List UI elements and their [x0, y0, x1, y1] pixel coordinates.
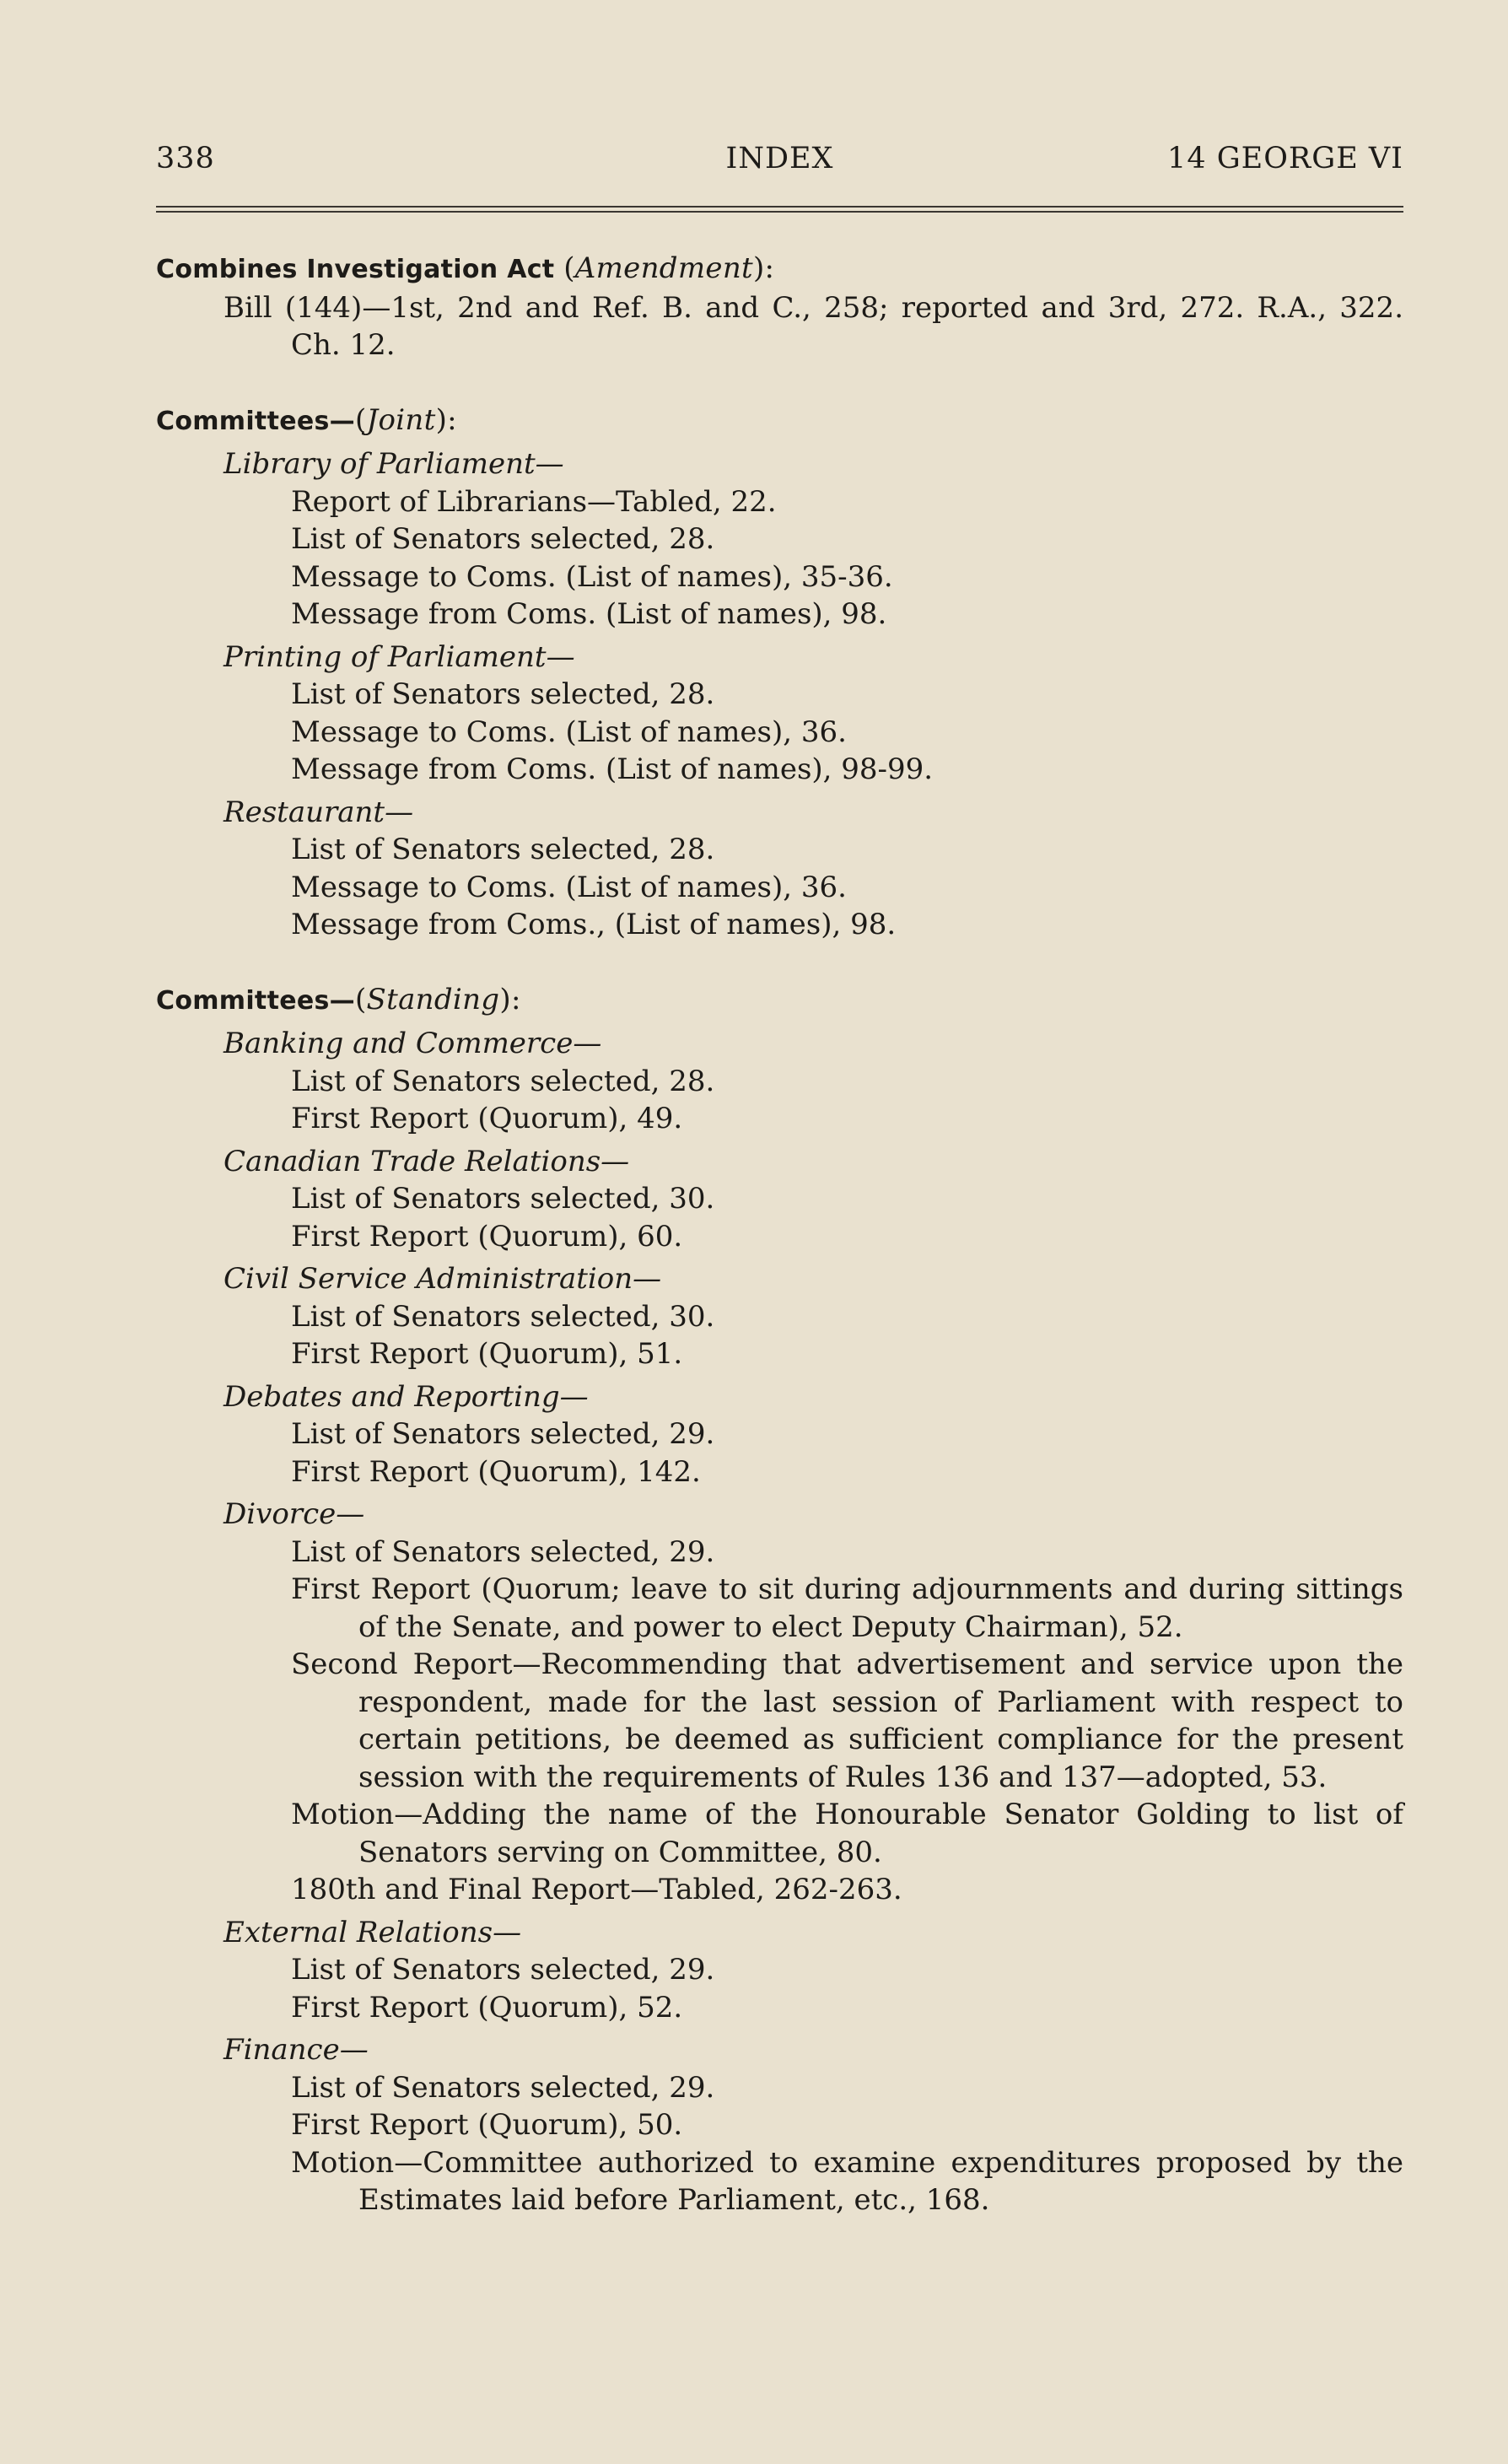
subentry-item: List of Senators selected, 28. — [291, 677, 715, 711]
subentry-item: First Report (Quorum), 49. — [291, 1102, 683, 1135]
subentry-title: Debates and Reporting— — [224, 1379, 589, 1414]
subentry-item: Message to Coms. (List of names), 36. — [291, 714, 847, 749]
entry-heading — [156, 402, 1403, 441]
subentry-item: Message to Coms. (List of names), 36. — [291, 870, 847, 904]
subentry-item: List of Senators selected, 28. — [291, 1064, 715, 1098]
entry-heading — [156, 250, 1403, 289]
subentry-item: Second Report—Recommending that advertisement and service upon the respondent, made for the last session of Parliament with respect to certain petitions, be deemed as sufficient compliance for the present session with the requirements of Rules 136 and 137—adopted, 53. — [291, 1647, 1403, 1794]
header-double-rule — [156, 206, 1403, 213]
subentry-item: List of Senators selected, 29. — [291, 1953, 715, 1987]
subentry-item: List of Senators selected, 28. — [291, 522, 715, 556]
entry-qualifier: (Amendment): — [563, 251, 775, 285]
subentry-title: Banking and Commerce— — [224, 1027, 602, 1060]
subentry-item: 180th and Final Report—Tabled, 262-263. — [291, 1873, 902, 1906]
entry-qualifier: (Joint): — [354, 402, 457, 437]
subentry-title: Divorce— — [224, 1497, 365, 1531]
subentry-title: Restaurant— — [224, 795, 414, 829]
subentry-item: First Report (Quorum), 52. — [291, 1990, 683, 2025]
subentry-item: First Report (Quorum), 51. — [291, 1337, 683, 1371]
subentry-item: List of Senators selected, 30. — [291, 1299, 715, 1334]
regnal-year: 14 GEORGE VI — [1167, 142, 1403, 175]
page-number: 338 — [156, 142, 215, 175]
index-content — [156, 250, 1403, 2256]
entry-qualifier-text: Standing — [366, 982, 500, 1016]
subentry-item: Motion—Committee authorized to examine expenditures proposed by the Estimates laid before Parliament, etc., 168. — [291, 2145, 1403, 2217]
subentry-item: First Report (Quorum), 142. — [291, 1454, 701, 1489]
subentry-title: Printing of Parliament— — [224, 639, 575, 674]
subentry-item: Motion—Adding the name of the Honourable Senator Golding to list of Senators serving on Committee, 80. — [291, 1798, 1403, 1869]
subentry-item: Message from Coms., (List of names), 98. — [291, 908, 897, 941]
entry-heading-text: Combines Investigation Act — [156, 255, 555, 284]
subentry-item: Report of Librarians—Tabled, 22. — [291, 484, 777, 519]
entry-heading-text: Committees— — [156, 406, 355, 436]
running-title: INDEX — [725, 142, 834, 175]
subentry-item: First Report (Quorum; leave to sit during adjournments and during sittings of the Senate, and power to elect Deputy Chairman), 52. — [291, 1572, 1403, 1644]
running-head — [156, 142, 1403, 182]
subentry-title: External Relations— — [224, 1915, 522, 1949]
index-entry — [156, 981, 1403, 2219]
subentry-item: Message to Coms. (List of names), 35-36. — [291, 559, 893, 594]
subentry-item: List of Senators selected, 29. — [291, 1417, 715, 1451]
entry-qualifier-text: Joint — [366, 402, 436, 437]
index-entry — [156, 250, 1403, 364]
entry-heading-text: Committees— — [156, 985, 355, 1016]
subentry-title: Canadian Trade Relations— — [224, 1144, 630, 1178]
subentry-title: Finance— — [224, 2033, 369, 2067]
subentry-item: First Report (Quorum), 60. — [291, 1219, 683, 1254]
subentry-item: First Report (Quorum), 50. — [291, 2108, 683, 2142]
subentry-item: List of Senators selected, 29. — [291, 1534, 715, 1569]
subentry-item: List of Senators selected, 30. — [291, 1182, 715, 1216]
entry-qualifier: (Standing): — [354, 982, 521, 1016]
subentry-title: Civil Service Administration— — [224, 1262, 662, 1296]
entry-qualifier-text: Amendment — [574, 251, 753, 285]
subentry-title: Library of Parliament— — [224, 447, 564, 481]
entry-line: Bill (144)—1st, 2nd and Ref. B. and C., 258; reported and 3rd, 272. R.A., 322. Ch. 12. — [224, 290, 1403, 362]
subentry-item: List of Senators selected, 28. — [291, 833, 715, 866]
subentry-item: Message from Coms. (List of names), 98-99. — [291, 752, 934, 786]
index-entry — [156, 402, 1403, 944]
subentry-item: List of Senators selected, 29. — [291, 2070, 715, 2105]
entry-heading — [156, 981, 1403, 1021]
subentry-item: Message from Coms. (List of names), 98. — [291, 597, 887, 631]
